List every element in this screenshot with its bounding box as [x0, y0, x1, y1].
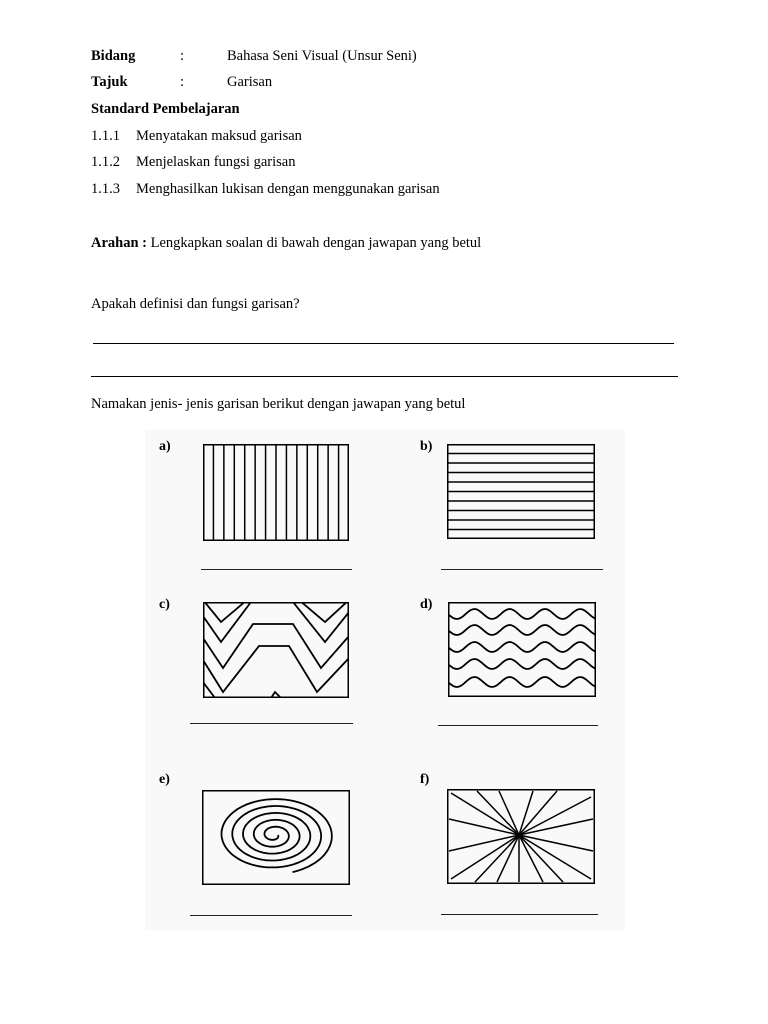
bidang-value: Bahasa Seni Visual (Unsur Seni)	[227, 48, 417, 64]
spiral-line-figure	[202, 790, 350, 885]
tajuk-value: Garisan	[227, 74, 273, 90]
figure-letter-c: c)	[159, 597, 170, 612]
answer-blank-e[interactable]	[190, 915, 352, 916]
bidang-colon: :	[180, 48, 185, 64]
vertical-lines-figure	[203, 444, 349, 541]
standard-heading: Standard Pembelajaran	[91, 101, 240, 117]
figure-letter-b: b)	[420, 439, 433, 454]
figure-letter-d: d)	[420, 597, 433, 612]
answer-blank-b[interactable]	[441, 569, 603, 570]
tajuk-label: Tajuk	[91, 74, 128, 90]
answer-blank-c[interactable]	[190, 723, 353, 724]
arahan-label: Arahan :	[91, 235, 147, 251]
figure-letter-f: f)	[420, 772, 430, 787]
arahan-line	[91, 234, 481, 252]
zigzag-lines-figure	[203, 602, 349, 698]
standard-item-text: Menghasilkan lukisan dengan menggunakan garisan	[136, 181, 440, 197]
arahan-text: Lengkapkan soalan di bawah dengan jawapan yang betul	[150, 235, 482, 251]
answer-blank-a[interactable]	[201, 569, 352, 570]
answer-line[interactable]	[93, 343, 674, 344]
question-line-types: Namakan jenis- jenis garisan berikut dengan jawapan yang betul	[91, 396, 466, 412]
standard-item-text: Menyatakan maksud garisan	[136, 128, 302, 144]
standard-item-number: 1.1.3	[91, 181, 120, 197]
answer-blank-d[interactable]	[438, 725, 598, 726]
figure-letter-a: a)	[159, 439, 171, 454]
answer-line[interactable]	[91, 376, 678, 377]
horizontal-lines-figure	[447, 444, 595, 539]
answer-blank-f[interactable]	[441, 914, 598, 915]
figure-letter-e: e)	[159, 772, 170, 787]
standard-item-number: 1.1.2	[91, 154, 120, 170]
radiating-lines-figure	[447, 789, 595, 884]
standard-item-text: Menjelaskan fungsi garisan	[136, 154, 296, 170]
standard-item-number: 1.1.1	[91, 128, 120, 144]
bidang-label: Bidang	[91, 48, 136, 64]
wavy-lines-figure	[448, 602, 596, 697]
tajuk-colon: :	[180, 74, 185, 90]
question-definition: Apakah definisi dan fungsi garisan?	[91, 296, 300, 312]
